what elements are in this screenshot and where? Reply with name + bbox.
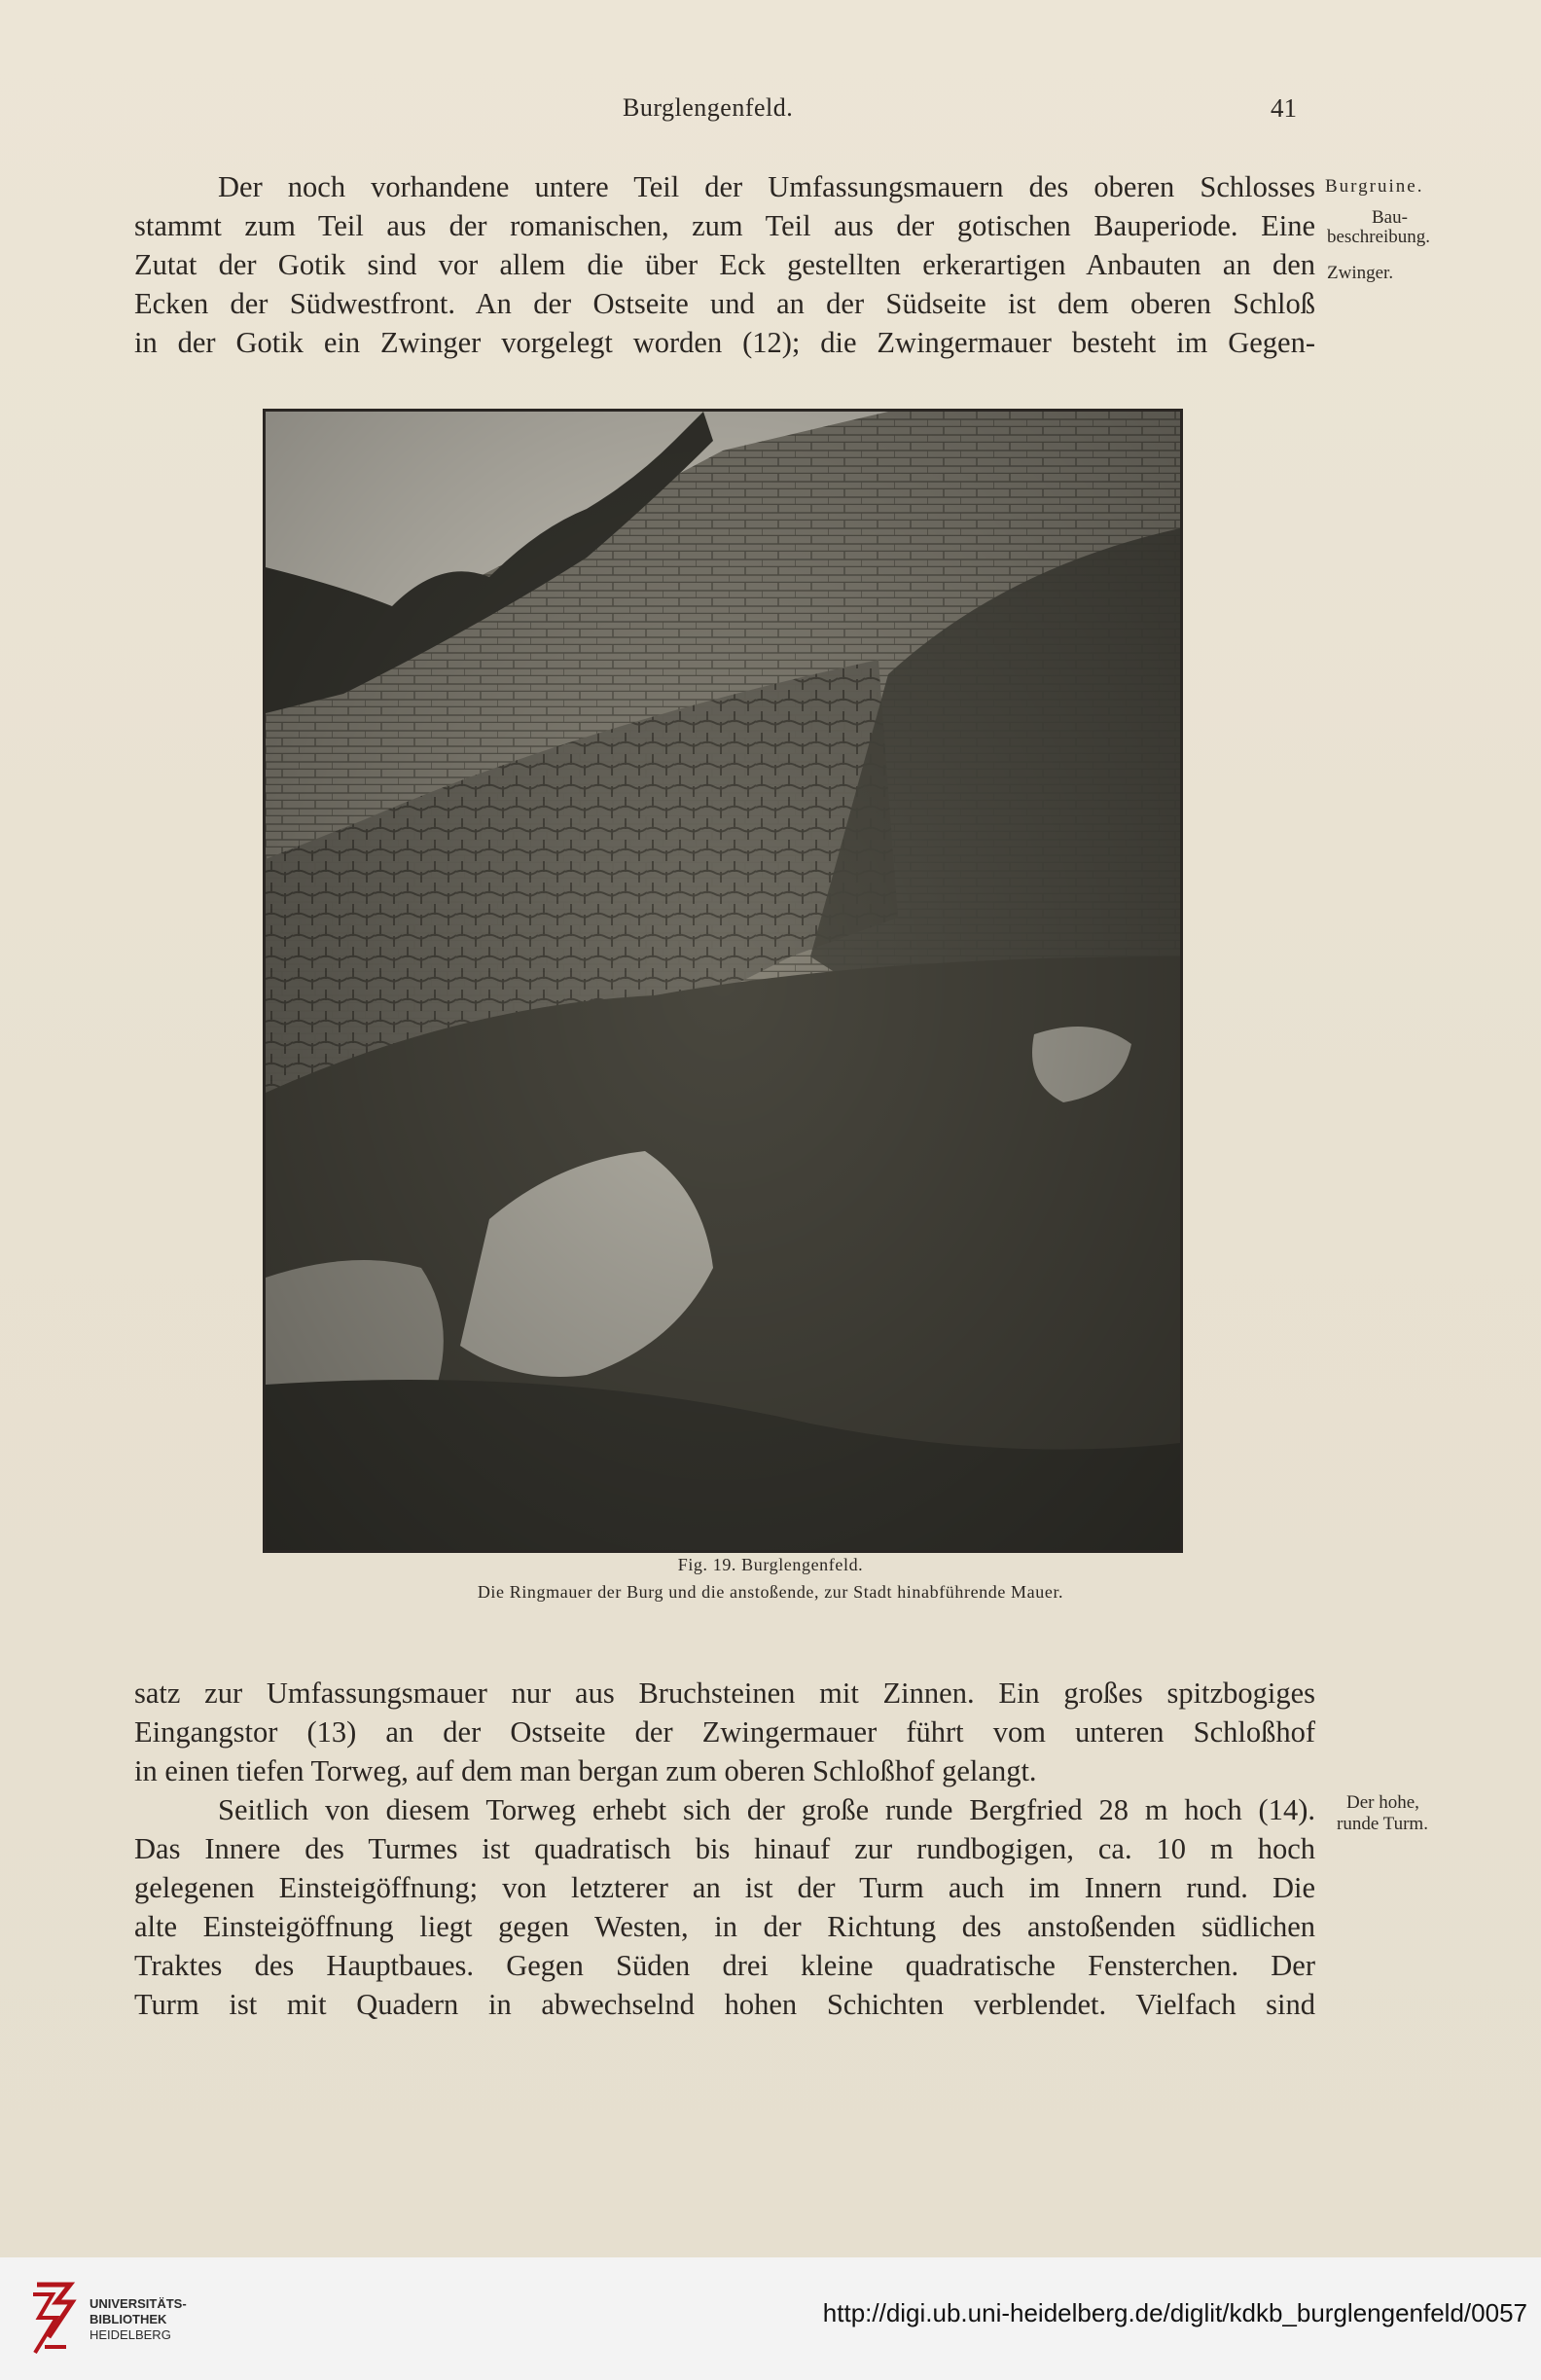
figure-caption: Die Ringmauer der Burg und die anstoßende, zur Stadt hinabführende Mauer. xyxy=(477,1582,1064,1602)
photo-wall-illustration xyxy=(266,412,1180,1550)
library-line-3: HEIDELBERG xyxy=(90,2327,171,2342)
text-line: alte Einsteigöffnung liegt gegen Westen, in der Richtung des anstoßenden südlichen xyxy=(134,1910,1315,1943)
margin-note-zwinger: Zwinger. xyxy=(1327,263,1394,283)
margin-note-bau: Bau- xyxy=(1372,207,1408,228)
text-line: Das Innere des Turmes ist quadratisch bis hinauf zur rundbogigen, ca. 10 m hoch xyxy=(134,1832,1315,1865)
text-line: Turm ist mit Quadern in abwechselnd hohen Schichten verblendet. Vielfach sind xyxy=(134,1988,1315,2021)
library-line-2: BIBLIOTHEK xyxy=(90,2312,167,2326)
margin-note-burgruine: Burgruine. xyxy=(1325,176,1424,197)
library-logo-icon xyxy=(27,2279,82,2362)
paragraph-2 xyxy=(134,1674,1315,1790)
text-line: stammt zum Teil aus der romanischen, zum Teil aus der gotischen Bauperiode. Eine xyxy=(134,209,1315,242)
text-line: in der Gotik ein Zwinger vorgelegt worden (12); die Zwingermauer besteht im Gegen- xyxy=(134,326,1315,359)
text-line: Der noch vorhandene untere Teil der Umfassungsmauern des oberen Schlosses xyxy=(218,170,1315,203)
text-line: Zutat der Gotik sind vor allem die über Eck gestellten erkerartigen Anbauten an den xyxy=(134,248,1315,281)
margin-note-der-hohe: Der hohe, xyxy=(1346,1792,1419,1813)
text-line: Seitlich von diesem Torweg erhebt sich der große runde Bergfried 28 m hoch (14). xyxy=(218,1793,1315,1826)
source-url-link[interactable]: http://digi.ub.uni-heidelberg.de/diglit/kdkb_burglengenfeld/0057 xyxy=(822,2298,1527,2327)
paragraph-1 xyxy=(134,167,1315,362)
text-line: in einen tiefen Torweg, auf dem man bergan zum oberen Schloßhof gelangt. xyxy=(134,1754,1037,1787)
text-line: Eingangstor (13) an der Ostseite der Zwingermauer führt vom unteren Schloßhof xyxy=(134,1715,1315,1749)
digitization-footer xyxy=(0,2257,1541,2380)
figure-photograph xyxy=(263,409,1183,1553)
library-line-1: UNIVERSITÄTS- xyxy=(90,2296,187,2311)
text-line: Traktes des Hauptbaues. Gegen Süden drei kleine quadratische Fensterchen. Der xyxy=(134,1949,1315,1982)
running-title: Burglengenfeld. xyxy=(623,93,794,122)
figure-number: Fig. 19. Burglengenfeld. xyxy=(677,1555,864,1574)
page-number: 41 xyxy=(1271,93,1297,123)
text-line: satz zur Umfassungsmauer nur aus Bruchsteinen mit Zinnen. Ein großes spitzbogiges xyxy=(134,1677,1315,1710)
library-name xyxy=(90,2296,187,2343)
running-head xyxy=(0,93,1541,132)
margin-note-runde-turm: runde Turm. xyxy=(1337,1814,1428,1834)
margin-note-beschreibung: beschreibung. xyxy=(1327,227,1431,247)
text-line: gelegenen Einsteigöffnung; von letzterer an ist der Turm auch im Innern rund. Die xyxy=(134,1871,1315,1904)
paragraph-3 xyxy=(134,1790,1315,2024)
text-line: Ecken der Südwestfront. An der Ostseite und an der Südseite ist dem oberen Schloß xyxy=(134,287,1315,320)
